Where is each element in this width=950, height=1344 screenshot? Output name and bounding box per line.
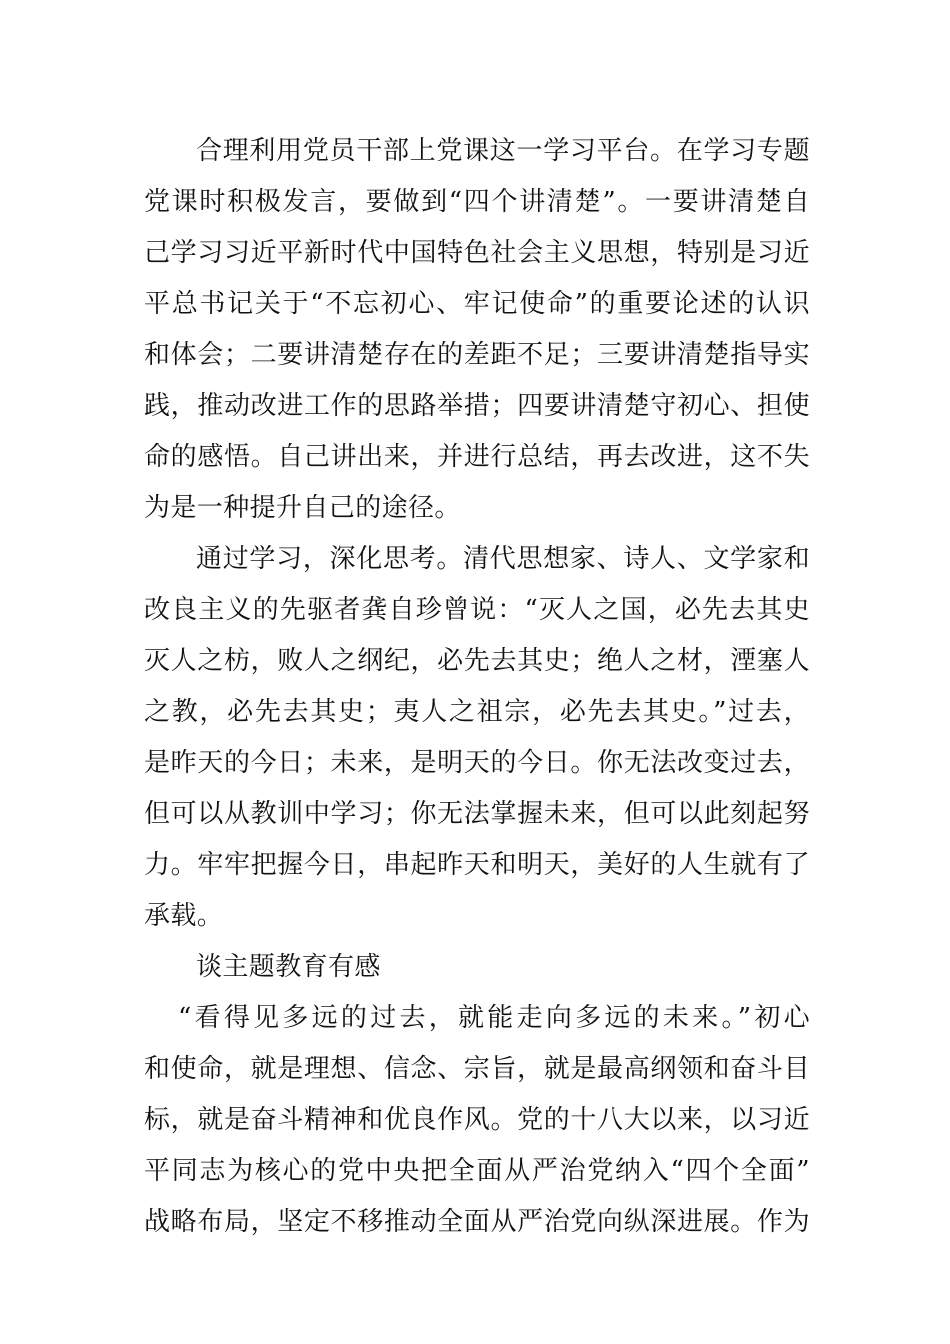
section-heading: 谈主题教育有感 (196, 952, 381, 982)
paragraph-3-line-1: “看得见多远的过去，就能走向多远的未来。”初心 (178, 1003, 810, 1033)
paragraph-2-line-2: 改良主义的先驱者龚自珍曾说：“灭人之国，必先去其史 (144, 595, 810, 625)
paragraph-3-line-4: 平同志为核心的党中央把全面从严治党纳入“四个全面” (144, 1156, 810, 1186)
paragraph-1-line-2: 党课时积极发言，要做到“四个讲清楚”。一要讲清楚自 (144, 187, 810, 217)
paragraph-2-line-4: 之教，必先去其史；夷人之祖宗，必先去其史。”过去， (144, 697, 810, 727)
paragraph-2-line-1: 通过学习，深化思考。清代思想家、诗人、文学家和 (196, 544, 810, 574)
paragraph-1-line-6: 践，推动改进工作的思路举措；四要讲清楚守初心、担使 (144, 391, 810, 421)
paragraph-2-line-8: 承载。 (144, 901, 224, 931)
paragraph-2-line-5: 是昨天的今日；未来，是明天的今日。你无法改变过去， (144, 748, 810, 778)
paragraph-1-line-5: 和体会；二要讲清楚存在的差距不足；三要讲清楚指导实 (144, 340, 810, 370)
paragraph-2-line-6: 但可以从教训中学习；你无法掌握未来，但可以此刻起努 (144, 799, 810, 829)
paragraph-1-line-4: 平总书记关于“不忘初心、牢记使命”的重要论述的认识 (144, 289, 810, 319)
paragraph-3-line-3: 标，就是奋斗精神和优良作风。党的十八大以来，以习近 (144, 1105, 810, 1135)
paragraph-1-line-1: 合理利用党员干部上党课这一学习平台。在学习专题 (196, 136, 810, 166)
paragraph-1-line-8: 为是一种提升自己的途径。 (144, 493, 461, 523)
paragraph-2-line-3: 灭人之枋，败人之纲纪，必先去其史；绝人之材，湮塞人 (144, 646, 810, 676)
paragraph-3-line-2: 和使命，就是理想、信念、宗旨，就是最高纲领和奋斗目 (144, 1054, 810, 1084)
paragraph-3-line-5: 战略布局，坚定不移推动全面从严治党向纵深进展。作为 (144, 1207, 810, 1237)
paragraph-1-line-7: 命的感悟。自己讲出来，并进行总结，再去改进，这不失 (144, 442, 810, 472)
paragraph-2-line-7: 力。牢牢把握今日，串起昨天和明天，美好的人生就有了 (144, 850, 810, 880)
paragraph-1-line-3: 己学习习近平新时代中国特色社会主义思想，特别是习近 (144, 238, 810, 268)
